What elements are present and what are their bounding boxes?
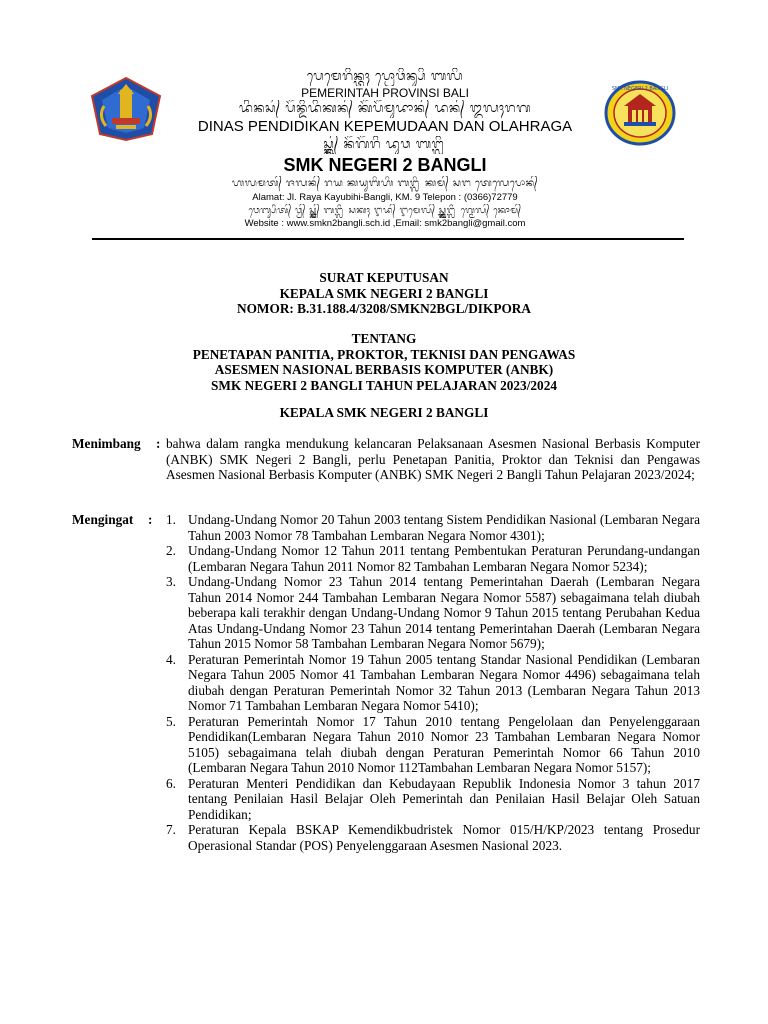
list-item-number: 6. bbox=[166, 775, 176, 791]
subject-line-2: ASESMEN NASIONAL BERBASIS KOMPUTER (ANBK) bbox=[214, 362, 554, 377]
mengingat-label: Mengingat bbox=[72, 512, 134, 527]
list-item-text: Peraturan Pemerintah Nomor 19 Tahun 2005 tentang Standar Nasional Pendidikan (Lembaran Negara Tahun 2005 Nomor 41 Tambahan Lembaran Negara Nomor 4496) sebagaimana telah diubah dengan Peraturan Pemerintah Nomor 32 Tahun 2013 (Lembaran Negara Tahun 2013 Nomor 71 Tambahan Lembaran Negara Nomor 5410); bbox=[188, 651, 700, 713]
list-item-text: Undang-Undang Nomor 20 Tahun 2003 tentang Sistem Pendidikan Nasional (Lembaran Negara Tahun 2003 Nomor 78 Tambahan Lembaran Negara Nomor 4301); bbox=[188, 512, 700, 543]
list-item bbox=[166, 543, 700, 574]
balinese-script-website: ᬯᬾᬩ᭄ᬲᬶᬢ᭄ ᬯ᭄ᬯ᭄ᬯ᭄ ᬲ᭄ᬫ᭄ᬓ᭄ᬦ᭄ ᬩᬗ᭄ᬮᬶ ᬲᬓᬄ ᬇᬤ᭄ ᬇᬫᬾᬮ᭄ ᬲ᭄ᬫ᭄ᬓ᭄ᬩᬗ᭄ᬮᬶ ᬕ᭄ᬫᬾᬮ᭄ ᬓᭀᬫ᭄ bbox=[248, 206, 522, 216]
letterhead-text bbox=[150, 68, 620, 230]
list-item bbox=[166, 512, 700, 543]
balinese-script-department: ᬤᬶᬦᬲ᭄ ᬧᭂᬦ᭄ᬤᬶᬤᬶᬓᬦ᭄ ᬓᭂᬧᭂᬫᬸᬤᬵᬦ᭄ ᬤᬦ᭄ ᬑᬮᬄᬭᬕ bbox=[239, 101, 531, 116]
doc-type: SURAT KEPUTUSAN bbox=[319, 270, 449, 285]
list-item-number: 4. bbox=[166, 651, 176, 667]
list-item-text: Peraturan Menteri Pendidikan dan Kebudayaan Republik Indonesia Nomor 3 tahun 2017 tentang Penilaian Hasil Belajar Oleh Pemerintah dan Penilaian Hasil Belajar Oleh Satuan Pendidikan; bbox=[188, 775, 700, 822]
list-item bbox=[166, 652, 700, 714]
department-name: DINAS PENDIDIKAN KEPEMUDAAN DAN OLAHRAGA bbox=[197, 118, 573, 135]
list-item bbox=[166, 574, 700, 652]
list-item-text: Undang-Undang Nomor 23 Tahun 2014 tentang Pemerintahan Daerah (Lembaran Negara Tahun 2014 Nomor 244 Tambahan Lembaran Negara Nomor 5587) sebagaimana telah diubah beberapa kali terakhir dengan Undang-Undang Nomor 9 Tahun 2015 tentang Perubahan Kedua Atas Undang-Undang Nomor 23 Tahun 2014 tentang Pemerintahan Daerah (Lembaran Negara Tahun 2015 Nomor 58 Tambahan Lembaran Negara Nomor 5679); bbox=[188, 574, 700, 651]
decree-number: NOMOR: B.31.188.4/3208/SMKN2BGL/DIKPORA bbox=[236, 301, 531, 316]
school-name: SMK NEGERI 2 BANGLI bbox=[283, 155, 487, 175]
list-item bbox=[166, 822, 700, 853]
school-address: Alamat: Jl. Raya Kayubihi-Bangli, KM. 9 Telepon : (0366)72779 bbox=[252, 192, 518, 203]
letterhead bbox=[0, 0, 768, 245]
list-item bbox=[166, 776, 700, 823]
subject-line-3: SMK NEGERI 2 BANGLI TAHUN PELAJARAN 2023/2024 bbox=[211, 377, 557, 393]
menimbang-colon: : bbox=[156, 436, 161, 451]
list-item-text: Peraturan Pemerintah Nomor 17 Tahun 2010 tentang Pengelolaan dan Penyelenggaraan Pendidikan(Lembaran Negara Tahun 2010 Nomor 23 Tambahan Lembaran Negara Nomor 5105) sebagaimana telah diubah dengan Peraturan Pemerintah Nomor 66 Tahun 2010 (Lembaran Negara Tahun 2010 Nomor 112Tambahan Lembaran Negara Nomor 5157); bbox=[188, 713, 700, 775]
list-item bbox=[166, 714, 700, 776]
balinese-script-address: ᬳᬮᬫᬢ᭄ ᬚᬮᬦ᭄ ᬭᬬ ᬓᬬᬸᬩᬶᬳᬶ ᬩᬗ᭄ᬮᬶ ᬓᬫ᭄ ᬲᬗ ᬢᬾᬮᬾᬧᭀᬦ᭄ bbox=[231, 178, 539, 189]
subject-line-1: PENETAPAN PANITIA, PROKTOR, TEKNISI DAN PENGAWAS bbox=[192, 346, 576, 362]
school-website: Website : www.smkn2bangli.sch.id ,Email: smk2bangli@gmail.com bbox=[244, 218, 526, 229]
menimbang-text: bahwa dalam rangka mendukung kelancaran Pelaksanaan Asesmen Nasional Berbasis Komputer (ANBK) SMK Negeri 2 Bangli, perlu Penetapan Panitia, Proktor dan Teknisi dan Pengawas Asesmen Nasional Berbasis Komputer (ANBK) SMK Negeri 2 Bangli Tahun Pelajaran 2023/2024; bbox=[166, 436, 700, 482]
mengingat-colon: : bbox=[148, 512, 153, 527]
signatory-heading: KEPALA SMK NEGERI 2 BANGLI bbox=[279, 405, 489, 420]
letterhead-divider bbox=[92, 238, 684, 240]
list-item-text: Undang-Undang Nomor 12 Tahun 2011 tentang Pembentukan Peraturan Perundang-undangan (Lembaran Negara Tahun 2011 Nomor 82 Tambahan Lembaran Negara Nomor 5234); bbox=[188, 543, 700, 574]
menimbang-label: Menimbang bbox=[72, 436, 141, 451]
list-item-number: 5. bbox=[166, 713, 176, 729]
list-item-number: 3. bbox=[166, 574, 176, 589]
balinese-script-province: ᬧᬾᬫᬾᬭᬶᬦ᭄ᬢᬄ ᬧ᭄ᬭᭀᬯᬶᬦ᭄ᬲᬶ ᬩᬮᬶ bbox=[306, 69, 464, 84]
list-item-text: Peraturan Kepala BSKAP Kemendikbudristek Nomor 015/H/KP/2023 tentang Prosedur Operasional Standar (POS) Penyelenggaraan Asesmen Nasional 2023. bbox=[188, 822, 700, 853]
list-item-number: 2. bbox=[166, 543, 176, 558]
balinese-script-school: ᬲ᭄ᬫ᭄ᬓ᭄ ᬦᭂᬕᭂᬭᬶ ᬤᬸᬯ ᬩᬗ᭄ᬮᬶ bbox=[323, 137, 447, 152]
decree-title-block bbox=[0, 270, 768, 317]
issuer: KEPALA SMK NEGERI 2 BANGLI bbox=[279, 285, 489, 301]
mengingat-list bbox=[166, 512, 700, 853]
list-item-number: 7. bbox=[166, 822, 176, 837]
about-label: TENTANG bbox=[351, 331, 417, 346]
province-name: PEMERINTAH PROVINSI BALI bbox=[301, 86, 469, 100]
list-item-number: 1. bbox=[166, 512, 176, 527]
svg-text:SMK NEGERI 2 BANGLI: SMK NEGERI 2 BANGLI bbox=[611, 86, 669, 92]
decree-subject-block bbox=[0, 331, 768, 393]
